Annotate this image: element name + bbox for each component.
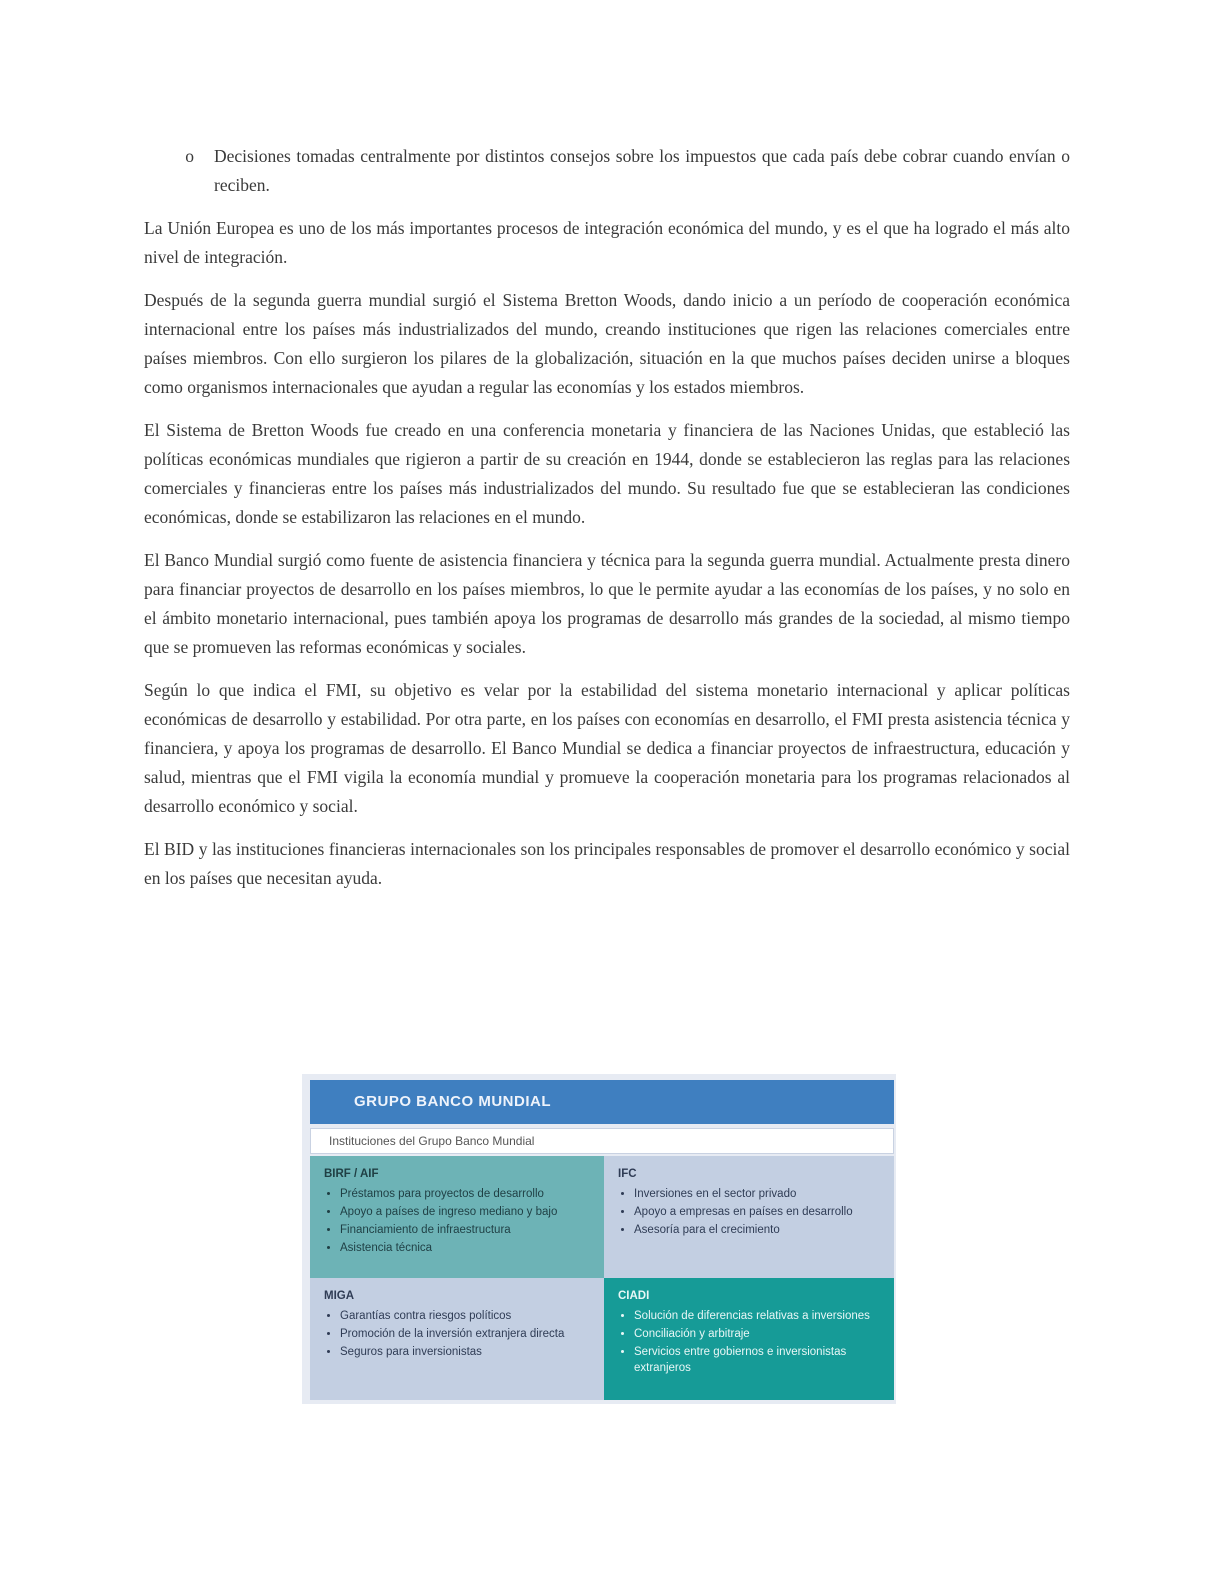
quadrant-item: • Servicios entre gobiernos e inversionistas extranjeros <box>634 1344 880 1376</box>
quadrant-top-left <box>310 1156 604 1278</box>
quadrant-item: • Financiamiento de infraestructura <box>340 1222 590 1238</box>
figure-header: GRUPO BANCO MUNDIAL <box>310 1080 894 1124</box>
quadrant-bottom-left <box>310 1278 604 1400</box>
quadrant-title: BIRF / AIF <box>324 1168 379 1180</box>
quadrant-item: • Inversiones en el sector privado <box>634 1186 880 1202</box>
body-text <box>144 142 1070 907</box>
quadrant-item: • Préstamos para proyectos de desarrollo <box>340 1186 590 1202</box>
paragraph-4: El Banco Mundial surgió como fuente de asistencia financiera y técnica para la segunda guerra mundial. Actualmente presta dinero para financiar proyectos de desarrollo en los países miembros, lo que le permite ayudar a las economías de los países, y no solo en el ámbito monetario internacional, pues también apoya los programas de desarrollo más grandes de la sociedad, al mismo tiempo que se promueven las reformas económicas y sociales. <box>144 550 1070 657</box>
quadrant-item: • Apoyo a países de ingreso mediano y bajo <box>340 1204 590 1220</box>
paragraph-1: La Unión Europea es uno de los más importantes procesos de integración económica del mundo, y es el que ha logrado el más alto nivel de integración. <box>144 218 1070 267</box>
paragraph-5: Según lo que indica el FMI, su objetivo es velar por la estabilidad del sistema monetario internacional y aplicar políticas económicas de desarrollo y estabilidad. Por otra parte, en los países con economías en desarrollo, el FMI presta asistencia técnica y financiera, y apoya los programas de desarrollo. El Banco Mundial se dedica a financiar proyectos de infraestructura, educación y salud, mientras que el FMI vigila la economía mundial y promueve la cooperación monetaria para los programas relacionados al desarrollo económico y social. <box>144 680 1070 816</box>
quadrant-item: • Solución de diferencias relativas a inversiones <box>634 1308 880 1324</box>
quadrant-item: • Asesoría para el crecimiento <box>634 1222 880 1238</box>
quadrant-item: • Promoción de la inversión extranjera directa <box>340 1326 590 1342</box>
quadrant-item: • Seguros para inversionistas <box>340 1344 590 1360</box>
quadrant-title: CIADI <box>618 1290 650 1302</box>
quadrant-title: IFC <box>618 1168 637 1180</box>
paragraph-3: El Sistema de Bretton Woods fue creado en una conferencia monetaria y financiera de las Naciones Unidas, que estableció las políticas económicas mundiales que rigieron a partir de su creación en 1944, donde se establecieron las reglas para las relaciones comerciales y financieras entre los países más industrializados del mundo. Su resultado fue que se establecieran las condiciones económicas, donde se estabilizaron las relaciones en el mundo. <box>144 420 1070 527</box>
quadrant-top-right <box>604 1156 894 1278</box>
bullet-marker: o <box>185 146 194 166</box>
quadrant-item: • Conciliación y arbitraje <box>634 1326 880 1342</box>
bullet-item <box>144 142 1070 200</box>
paragraph-6: El BID y las instituciones financieras internacionales son los principales responsables de promover el desarrollo económico y social en los países que necesitan ayuda. <box>144 839 1070 888</box>
quadrant-title: MIGA <box>324 1290 355 1302</box>
quadrant-bottom-right <box>604 1278 894 1400</box>
quadrant-item: • Garantías contra riesgos políticos <box>340 1308 590 1324</box>
infographic-figure <box>302 1074 896 1404</box>
quadrant-item: • Apoyo a empresas en países en desarrollo <box>634 1204 880 1220</box>
bullet-text: Decisiones tomadas centralmente por distintos consejos sobre los impuestos que cada país debe cobrar cuando envían o reciben. <box>214 146 1070 195</box>
quadrant-item: • Asistencia técnica <box>340 1240 590 1256</box>
paragraph-2: Después de la segunda guerra mundial surgió el Sistema Bretton Woods, dando inicio a un período de cooperación económica internacional entre los países más industrializados del mundo, creando instituciones que rigen las relaciones comerciales entre países miembros. Con ello surgieron los pilares de la globalización, situación en la que muchos países deciden unirse a bloques como organismos internacionales que ayudan a regular las economías y los estados miembros. <box>144 290 1070 397</box>
figure-subheader: Instituciones del Grupo Banco Mundial <box>310 1128 894 1154</box>
